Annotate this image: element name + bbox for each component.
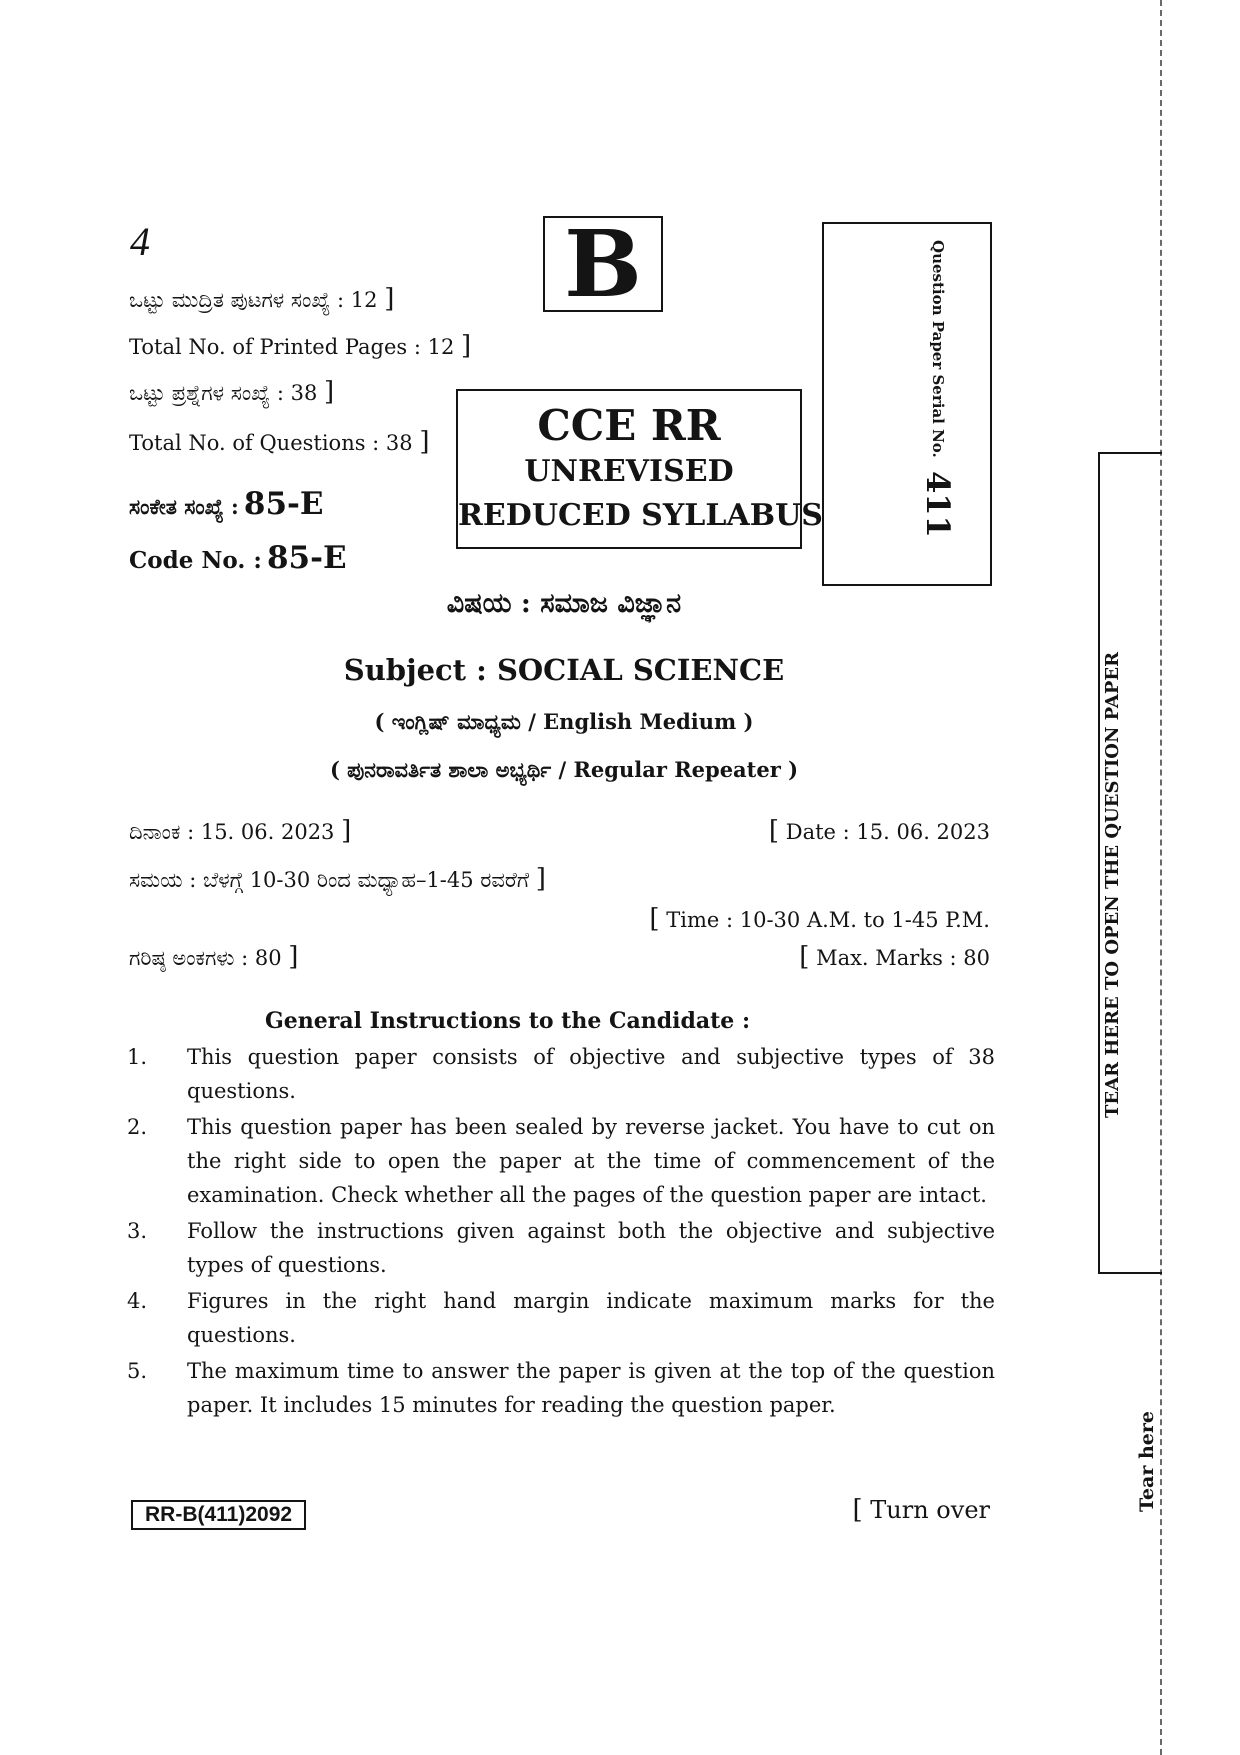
subject-kannada: ವಿಷಯ : ಸಮಾಜ ವಿಜ್ಞಾನ [446, 588, 682, 619]
instruction-number: 4. [127, 1289, 148, 1313]
instruction-item [127, 1214, 995, 1282]
marks-kannada-text: ಗರಿಷ್ಠ ಅಂಕಗಳು : 80 [129, 946, 282, 970]
code-label-english: Code No. : [129, 547, 262, 574]
bracket-close: ] [288, 942, 299, 972]
exam-subtitle-unrevised: UNREVISED [524, 454, 734, 489]
printed-pages-english [129, 333, 471, 359]
exam-title: CCE RR [537, 401, 721, 450]
page-number: 4 [130, 219, 150, 264]
marks-english-text: Max. Marks : 80 [816, 946, 990, 970]
instruction-item [127, 1110, 995, 1212]
bracket-open: [ [852, 1495, 863, 1525]
serial-value: 411 [919, 471, 957, 539]
time-kannada [129, 866, 546, 893]
set-letter: B [564, 210, 642, 318]
instruction-text: This question paper has been sealed by reverse jacket. You have to cut on the right side to open the paper at the time of commencement of the examination. Check whether all the pages of the question paper are intact. [187, 1115, 995, 1207]
instruction-text: This question paper consists of objective and subjective types of 38 questions. [187, 1045, 995, 1103]
paper-code: RR-B(411)2092 [131, 1500, 306, 1530]
exam-type-box [456, 389, 823, 549]
printed-pages-kannada [129, 286, 394, 313]
bracket-close: ] [419, 427, 430, 457]
instruction-number: 2. [127, 1115, 148, 1139]
instruction-number: 5. [127, 1359, 148, 1383]
instructions-heading: General Instructions to the Candidate : [265, 1008, 751, 1034]
marks-english [799, 944, 990, 970]
turn-over [852, 1496, 990, 1524]
printed-pages-kannada-text: ಒಟ್ಟು ಮುದ್ರಿತ ಪುಟಗಳ ಸಂಖ್ಯೆ : 12 [129, 288, 378, 312]
date-kannada-text: ದಿನಾಂಕ : 15. 06. 2023 [129, 820, 335, 844]
instruction-text: The maximum time to answer the paper is given at the top of the question paper. It includes 15 minutes for reading the question paper. [187, 1359, 995, 1417]
total-questions-english-text: Total No. of Questions : 38 [129, 431, 413, 455]
tear-here-short-label: Tear here [1136, 1411, 1158, 1512]
instruction-item [127, 1354, 995, 1422]
turn-over-text: Turn over [870, 1496, 990, 1524]
time-kannada-text: ಸಮಯ : ಬೆಳಗ್ಗೆ 10-30 ರಿಂದ ಮಧ್ಯಾಹ–1-45 ರವರೆಗೆ [129, 868, 530, 892]
instruction-number: 1. [127, 1045, 148, 1069]
date-english [769, 818, 990, 844]
subject-english: Subject : SOCIAL SCIENCE [343, 653, 785, 687]
instruction-text: Figures in the right hand margin indicate maximum marks for the questions. [187, 1289, 995, 1347]
bracket-close: ] [384, 284, 395, 314]
bracket-open: [ [799, 942, 810, 972]
bracket-close: ] [535, 864, 546, 894]
time-english-text: Time : 10-30 A.M. to 1-45 P.M. [666, 908, 990, 932]
serial-number-box [822, 222, 992, 586]
date-kannada [129, 818, 351, 845]
set-letter-box [543, 210, 663, 318]
instructions-list [127, 1040, 995, 1424]
marks-kannada [129, 944, 298, 971]
candidate-type: ( ಪುನರಾವರ್ತಿತ ಶಾಲಾ ಅಭ್ಯರ್ಥಿ / Regular Repeater ) [329, 757, 799, 782]
medium: ( ಇಂಗ್ಲಿಷ್ ಮಾಧ್ಯಮ / English Medium ) [374, 709, 754, 734]
tear-here-label: TEAR HERE TO OPEN THE QUESTION PAPER [1102, 651, 1123, 1118]
time-english [649, 906, 990, 932]
serial-number [919, 240, 957, 538]
instruction-number: 3. [127, 1219, 148, 1243]
code-number-kannada [129, 486, 324, 522]
total-questions-kannada-text: ಒಟ್ಟು ಪ್ರಶ್ನೆಗಳ ಸಂಖ್ಯೆ : 38 [129, 381, 318, 405]
bracket-open: [ [768, 816, 780, 846]
instruction-item [127, 1040, 995, 1108]
exam-subtitle-syllabus: REDUCED SYLLABUS [458, 498, 823, 533]
date-english-text: Date : 15. 06. 2023 [785, 820, 990, 844]
instruction-item [127, 1284, 995, 1352]
code-value-english: 85-E [266, 540, 347, 576]
code-number-english [129, 540, 347, 576]
bracket-close: ] [324, 377, 335, 407]
total-questions-english [129, 429, 430, 455]
printed-pages-english-text: Total No. of Printed Pages : 12 [129, 335, 455, 359]
total-questions-kannada [129, 379, 334, 406]
bracket-open: [ [649, 904, 660, 934]
bracket-close: ] [461, 331, 472, 361]
bracket-close: ] [341, 816, 352, 846]
code-label-kannada: ಸಂಕೇತ ಸಂಖ್ಯೆ : [129, 494, 239, 519]
serial-label: Question Paper Serial No. [929, 240, 947, 458]
code-value-kannada: 85-E [243, 486, 324, 522]
instruction-text: Follow the instructions given against both the objective and subjective types of questions. [187, 1219, 995, 1277]
